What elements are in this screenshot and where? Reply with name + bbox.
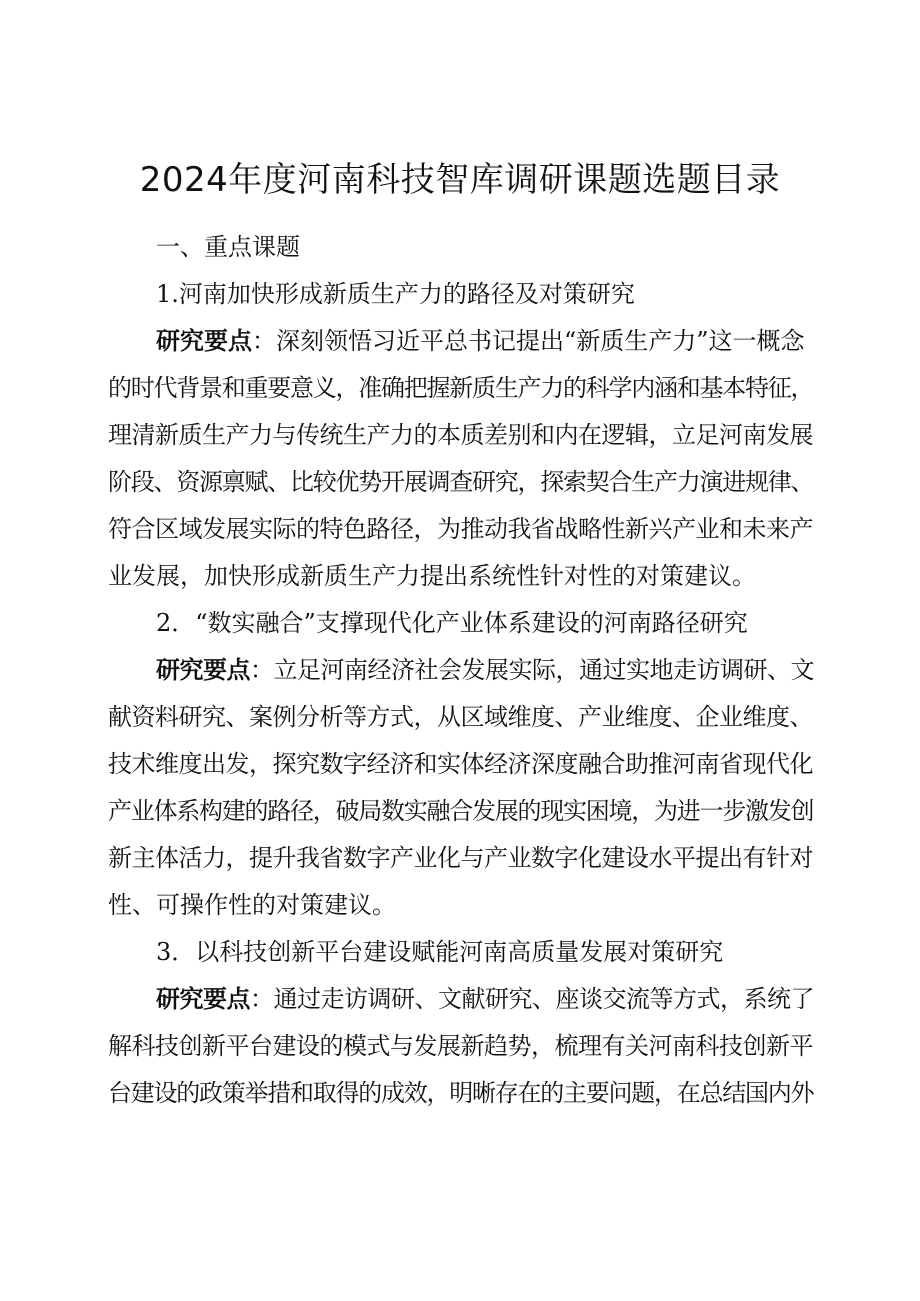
topic-3-line-1 — [108, 976, 820, 1023]
document-title: 2024年度河南科技智库调研课题选题目录 — [139, 160, 781, 200]
topic-1-line-5: 符合区域发展实际的特色路径，为推动我省战略性新兴产业和未来产 — [108, 515, 813, 543]
topic-1-line-1 — [108, 318, 820, 365]
research-label: 研究要点 — [156, 656, 250, 684]
topic-1-line-3: 理清新质生产力与传统生产力的本质差别和内在逻辑，立足河南发展 — [108, 421, 813, 449]
topic-1-line-4: 阶段、资源禀赋、比较优势开展调查研究，探索契合生产力演进规律、 — [108, 468, 814, 496]
label-colon: ： — [250, 656, 274, 684]
topic-3-heading: 3．以科技创新平台建设赋能河南高质量发展对策研究 — [156, 938, 724, 966]
label-colon: ： — [250, 985, 274, 1013]
topic-2-line-1 — [108, 647, 820, 694]
topic-2-line-2: 献资料研究、案例分析等方式，从区域维度、产业维度、企业维度、 — [108, 703, 813, 731]
topic-2-text-1: 立足河南经济社会发展实际，通过实地走访调研、文 — [273, 656, 814, 684]
topic-3-line-3: 台建设的政策举措和取得的成效，明晰存在的主要问题，在总结国内外 — [108, 1079, 814, 1107]
topic-2-line-4: 产业体系构建的路径，破局数实融合发展的现实困境，为进一步激发创 — [108, 797, 814, 825]
topic-2-line-5: 新主体活力，提升我省数字产业化与产业数字化建设水平提出有针对 — [108, 844, 813, 872]
topic-3-line-2: 解科技创新平台建设的模式与发展新趋势，梳理有关河南科技创新平 — [108, 1032, 813, 1060]
research-label: 研究要点 — [156, 327, 252, 355]
topic-3-text-1: 通过走访调研、文献研究、座谈交流等方式，系统了 — [273, 985, 814, 1013]
topic-1-line-2: 的时代背景和重要意义，准确把握新质生产力的科学内涵和基本特征， — [108, 374, 814, 402]
topic-1-text-1: 深刻领悟习近平总书记提出“新质生产力”这一概念 — [276, 327, 805, 355]
topic-2-line-6: 性、可操作性的对策建议。 — [108, 891, 396, 919]
topic-2-heading: 2．“数实融合”支撑现代化产业体系建设的河南路径研究 — [156, 609, 748, 637]
topic-1-heading: 1.河南加快形成新质生产力的路径及对策研究 — [156, 280, 635, 308]
document-body — [108, 224, 820, 1117]
research-label: 研究要点 — [156, 985, 250, 1013]
label-colon: ： — [252, 327, 276, 355]
topic-1-line-6: 业发展，加快形成新质生产力提出系统性针对性的对策建议。 — [108, 562, 756, 590]
section-heading: 一、重点课题 — [156, 233, 300, 261]
topic-2-line-3: 技术维度出发，探究数字经济和实体经济深度融合助推河南省现代化 — [108, 750, 813, 778]
